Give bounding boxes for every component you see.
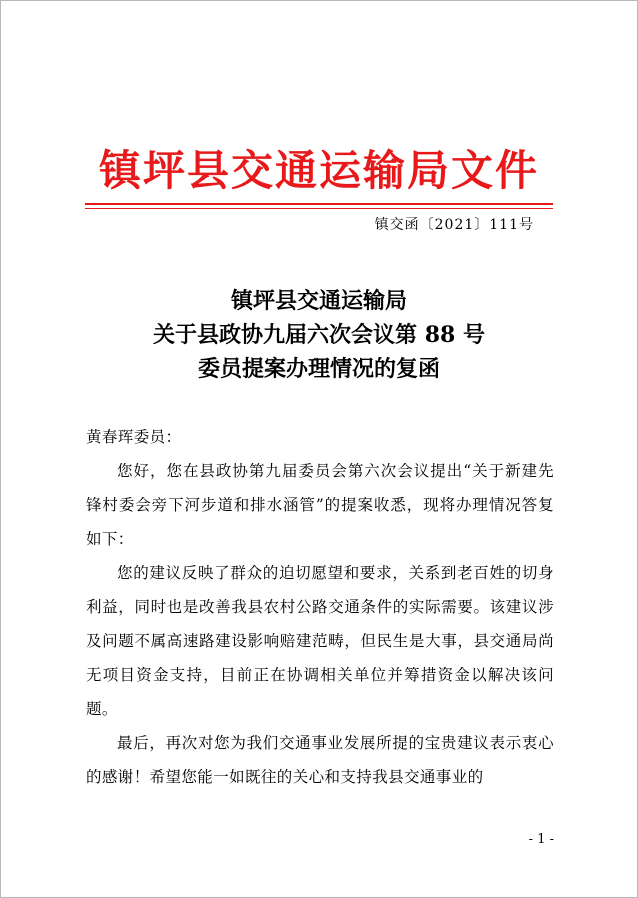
title-line-1: 镇坪县交通运输局 [230,288,407,314]
body-paragraph: 最后，再次对您为我们交通事业发展所提的宝贵建议表示衷心的感谢！希望您能一如既往的关心和支持我县交通事业的 [86,734,554,786]
header-red-rule [85,203,553,205]
title-line-3: 委员提案办理情况的复函 [197,356,440,382]
document-header-title: 镇坪县交通运输局文件 [98,146,539,195]
document-number: 镇交函〔2021〕111号 [374,217,534,233]
header-red-rule-thin [85,208,553,209]
letter-body [86,420,554,794]
page-number: - 1 - [528,832,554,847]
salutation: 黄春珲委员： [86,428,182,446]
body-paragraph: 您的建议反映了群众的迫切愿望和要求，关系到老百姓的切身利益，同时也是改善我县农村公路交通条件的实际需要。该建议涉及问题不属高速路建设影响赔建范畴，但民生是大事，县交通局尚无项目资金支持，目前正在协调相关单位并筹措资金以解决该问题。 [86,564,554,718]
letter-title [0,284,638,386]
title-line-2: 关于县政协九届六次会议第 88 号 [153,322,485,348]
body-paragraph: 您好，您在县政协第九届委员会第六次会议提出“关于新建先锋村委会旁下河步道和排水涵管”的提案收悉，现将办理情况答复如下： [86,462,554,548]
